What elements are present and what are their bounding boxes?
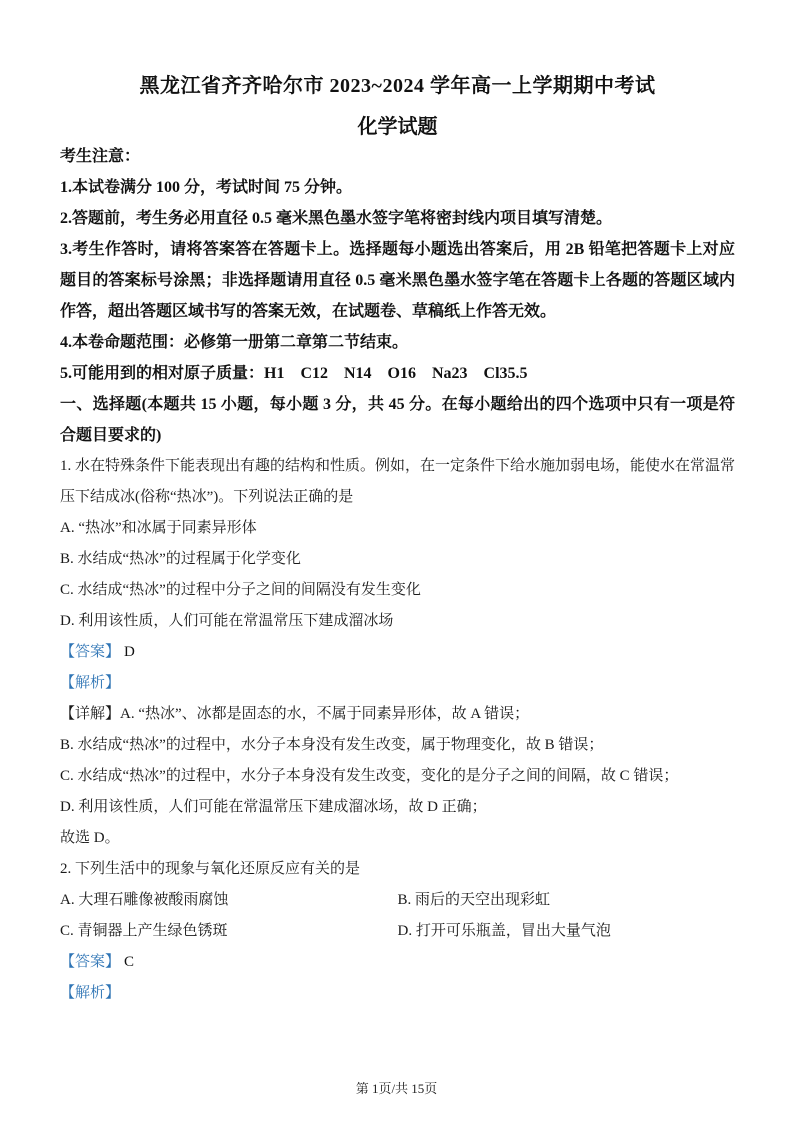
notice-item-1: 1.本试卷满分 100 分，考试时间 75 分钟。 — [60, 179, 353, 196]
question-2-option-d: D. 打开可乐瓶盖，冒出大量气泡 — [397, 923, 611, 939]
question-1-stem: 1. 水在特殊条件下能表现出有趣的结构和性质。例如，在一定条件下给水施加弱电场，能使水在常温常压下结成冰(俗称“热冰”)。下列说法正确的是 — [60, 458, 736, 505]
question-1-option-d: D. 利用该性质，人们可能在常温常压下建成溜冰场 — [60, 613, 394, 629]
question-1-detail-line: 【详解】A. “热冰”、冰都是固态的水，不属于同素异形体，故 A 错误； — [60, 706, 530, 722]
analysis-label: 【解析】 — [60, 985, 121, 1001]
notice-heading: 考生注意： — [60, 148, 141, 165]
question-1-option-c: C. 水结成“热冰”的过程中分子之间的间隔没有发生变化 — [60, 582, 421, 598]
exam-title: 黑龙江省齐齐哈尔市 2023~2024 学年高一上学期期中考试 — [139, 75, 656, 97]
question-2-stem: 2. 下列生活中的现象与氧化还原反应有关的是 — [60, 861, 361, 877]
question-1-option-b: B. 水结成“热冰”的过程属于化学变化 — [60, 551, 301, 567]
question-1-detail-line: C. 水结成“热冰”的过程中，水分子本身没有发生改变，变化的是分子之间的间隔，故 C 错误； — [60, 768, 679, 784]
notice-item-5: 5.可能用到的相对原子质量：H1 C12 N14 O16 Na23 Cl35.5 — [60, 365, 528, 382]
question-1-answer-line — [60, 637, 735, 668]
question-1-analysis-line — [60, 668, 735, 699]
analysis-label: 【解析】 — [60, 675, 121, 691]
question-2-option-a: A. 大理石雕像被酸雨腐蚀 — [60, 892, 229, 908]
question-2-option-b: B. 雨后的天空出现彩虹 — [397, 892, 551, 908]
question-2-answer-line — [60, 947, 735, 978]
notice-item-3: 3.考生作答时，请将答案答在答题卡上。选择题每小题选出答案后，用 2B 铅笔把答题卡上对应题目的答案标号涂黑；非选择题请用直径 0.5 毫米黑色墨水签字笔在答题卡上各题的答题区域内作答，超出答题区域书写的答案无效，在试题卷、草稿纸上作答无效。 — [60, 241, 735, 320]
answer-label: 【答案】 — [60, 644, 121, 660]
question-1-option-a: A. “热冰”和冰属于同素异形体 — [60, 520, 257, 536]
question-2-option-c: C. 青铜器上产生绿色锈斑 — [60, 923, 228, 939]
exam-subtitle: 化学试题 — [357, 116, 438, 138]
question-1-detail-line: D. 利用该性质，人们可能在常温常压下建成溜冰场，故 D 正确； — [60, 799, 487, 815]
question-1-conclusion-line: 故选 D。 — [60, 830, 120, 846]
question-2-options — [60, 885, 735, 947]
page-footer: 第 1页/共 15页 — [355, 1081, 438, 1096]
question-2-analysis-line — [60, 978, 735, 1009]
section-heading: 一、选择题(本题共 15 小题，每小题 3 分，共 45 分。在每小题给出的四个选项中只有一项是符合题目要求的) — [60, 396, 735, 444]
notice-item-4: 4.本卷命题范围：必修第一册第二章第二节结束。 — [60, 334, 409, 351]
notice-item-2: 2.答题前，考生务必用直径 0.5 毫米黑色墨水签字笔将密封线内项目填写清楚。 — [60, 210, 613, 227]
answer-value: C — [124, 954, 135, 970]
answer-value: D — [124, 644, 135, 660]
question-1-detail-line: B. 水结成“热冰”的过程中，水分子本身没有发生改变，属于物理变化，故 B 错误； — [60, 737, 604, 753]
answer-label: 【答案】 — [60, 954, 121, 970]
